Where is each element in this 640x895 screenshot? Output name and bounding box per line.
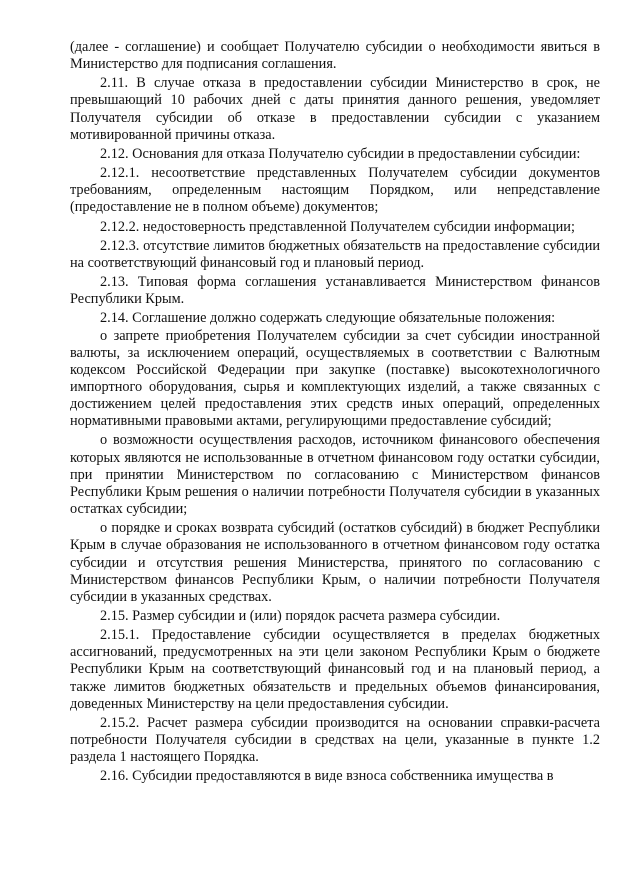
paragraph-2-12-1: 2.12.1. несоответствие представленных Получателем субсидии документов требованиям, определенным настоящим Порядком, или непредставление (предоставление не в полном объеме) документов;: [70, 165, 600, 216]
paragraph-2-15-2: 2.15.2. Расчет размера субсидии производится на основании справки-расчета потребности Получателя субсидии в средствах на цели, указанные в пункте 1.2 раздела 1 настоящего Порядка.: [70, 714, 600, 766]
paragraph-2-14: 2.14. Соглашение должно содержать следующие обязательные положения:: [100, 310, 556, 327]
paragraph-2-14-remaining-funds: о возможности осуществления расходов, источником финансового обеспечения которых являются не использованные в отчетном финансовом году остатки субсидии, при принятии Министерством по согласованию с Министерством финансов Республики Крым решения о наличии потребности Получателя субсидии в указанных остатках субсидии;: [70, 432, 600, 518]
paragraph-continuation: (далее - соглашение) и сообщает Получателю субсидии о необходимости явиться в Министерство для подписания соглашения.: [70, 39, 600, 73]
paragraph-2-16: 2.16. Субсидии предоставляются в виде взноса собственника имущества в: [100, 768, 554, 785]
paragraph-2-13: 2.13. Типовая форма соглашения устанавливается Министерством финансов Республики Крым.: [70, 274, 600, 308]
paragraph-2-11: 2.11. В случае отказа в предоставлении субсидии Министерство в срок, не превышающий 10 рабочих дней с даты принятия данного решения, уведомляет Получателя субсидии об отказе в предоставлении субсидии с указанием мотивированной причины отказа.: [70, 75, 600, 143]
paragraph-2-14-currency-ban: о запрете приобретения Получателем субсидии за счет субсидии иностранной валюты, за исключением операций, осуществляемых в соответствии с Валютным кодексом Российской Федерации при закупке (поставке) высокотехнологичного импортного оборудования, сырья и комплектующих изделий, а также связанных с достижением целей предоставления этих средств иных операций, определенных нормативными правовыми актами, регулирующими предоставление субсидий;: [70, 327, 600, 430]
paragraph-2-15-1: 2.15.1. Предоставление субсидии осуществляется в пределах бюджетных ассигнований, предусмотренных на эти цели законом Республики Крым о бюджете Республики Крым на соответствующий финансовый год и на плановый период, а также лимитов бюджетных обязательств и предельных объемов финансирования, доведенных Министерству на цели предоставления субсидии.: [70, 627, 600, 712]
paragraph-2-14-refund-procedure: о порядке и сроках возврата субсидий (остатков субсидий) в бюджет Республики Крым в случае образования не использованного в отчетном финансовом году остатка субсидии и отсутствия решения Министерства, принятого по согласованию с Министерством финансов Республики Крым, о наличии потребности Получателя субсидии в указанных средствах.: [70, 520, 600, 605]
paragraph-2-12-3: 2.12.3. отсутствие лимитов бюджетных обязательств на предоставление субсидии на соответствующий финансовый год и плановый период.: [70, 237, 600, 271]
paragraph-2-12: 2.12. Основания для отказа Получателю субсидии в предоставлении субсидии:: [100, 145, 581, 162]
paragraph-2-15: 2.15. Размер субсидии и (или) порядок расчета размера субсидии.: [100, 608, 501, 624]
paragraph-2-12-2: 2.12.2. недостоверность представленной Получателем субсидии информации;: [100, 218, 575, 235]
